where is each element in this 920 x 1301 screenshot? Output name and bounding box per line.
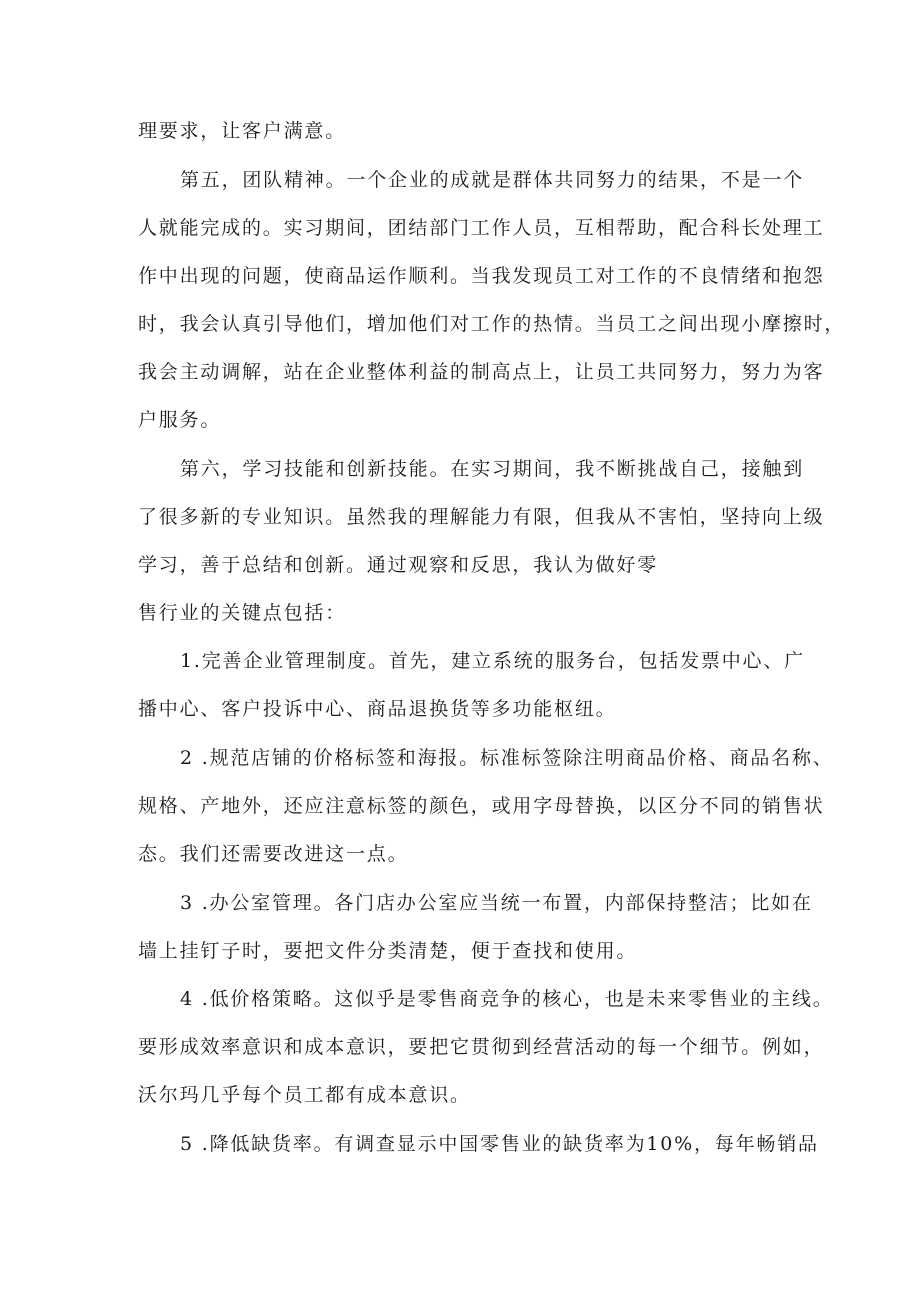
text-line: 4 .低价格策略。这似乎是零售商竞争的核心，也是未来零售业的主线。 [180, 988, 834, 1010]
text-line: 我会主动调解，站在企业整体利益的制高点上，让员工共同努力，努力为客 [138, 361, 825, 383]
text-line: 3 .办公室管理。各门店办公室应当统一布置，内部保持整洁；比如在 [180, 892, 813, 914]
text-line: 时，我会认真引导他们，增加他们对工作的热情。当员工之间出现小摩擦时， [138, 313, 846, 335]
text-line: 学习，善于总结和创新。通过观察和反思，我认为做好零 [138, 554, 659, 576]
text-line: 第六，学习技能和创新技能。在实习期间，我不断挑战自己，接触到 [180, 458, 805, 480]
text-line: 第五，团队精神。一个企业的成就是群体共同努力的结果，不是一个 [180, 169, 805, 191]
text-line: 墙上挂钉子时，要把文件分类清楚，便于查找和使用。 [138, 940, 638, 962]
text-line: 5 .降低缺货率。有调查显示中国零售业的缺货率为10%，每年畅销品 [180, 1133, 819, 1155]
text-line: 1.完善企业管理制度。首先，建立系统的服务台，包括发票中心、广 [180, 650, 805, 672]
text-line: 作中出现的问题，使商品运作顺利。当我发现员工对工作的不良情绪和抱怨 [138, 265, 825, 287]
text-line: 理要求，让客户满意。 [138, 120, 347, 142]
text-line: 户服务。 [138, 409, 222, 431]
text-line: 播中心、客户投诉中心、商品退换货等多功能枢纽。 [138, 698, 617, 720]
text-line: 人就能完成的。实习期间，团结部门工作人员，互相帮助，配合科长处理工 [138, 217, 825, 239]
text-line: 要形成效率意识和成本意识，要把它贯彻到经营活动的每一个细节。例如， [138, 1036, 825, 1058]
text-line: 了很多新的专业知识。虽然我的理解能力有限，但我从不害怕，坚持向上级 [138, 506, 825, 528]
text-line: 沃尔玛几乎每个员工都有成本意识。 [138, 1084, 471, 1106]
text-line: 2 .规范店铺的价格标签和海报。标准标签除注明商品价格、商品名称、 [180, 747, 834, 769]
text-line: 规格、产地外，还应注意标签的颜色，或用字母替换，以区分不同的销售状 [138, 795, 825, 817]
text-line: 售行业的关键点包括： [138, 602, 347, 624]
text-line: 态。我们还需要改进这一点。 [138, 843, 409, 865]
